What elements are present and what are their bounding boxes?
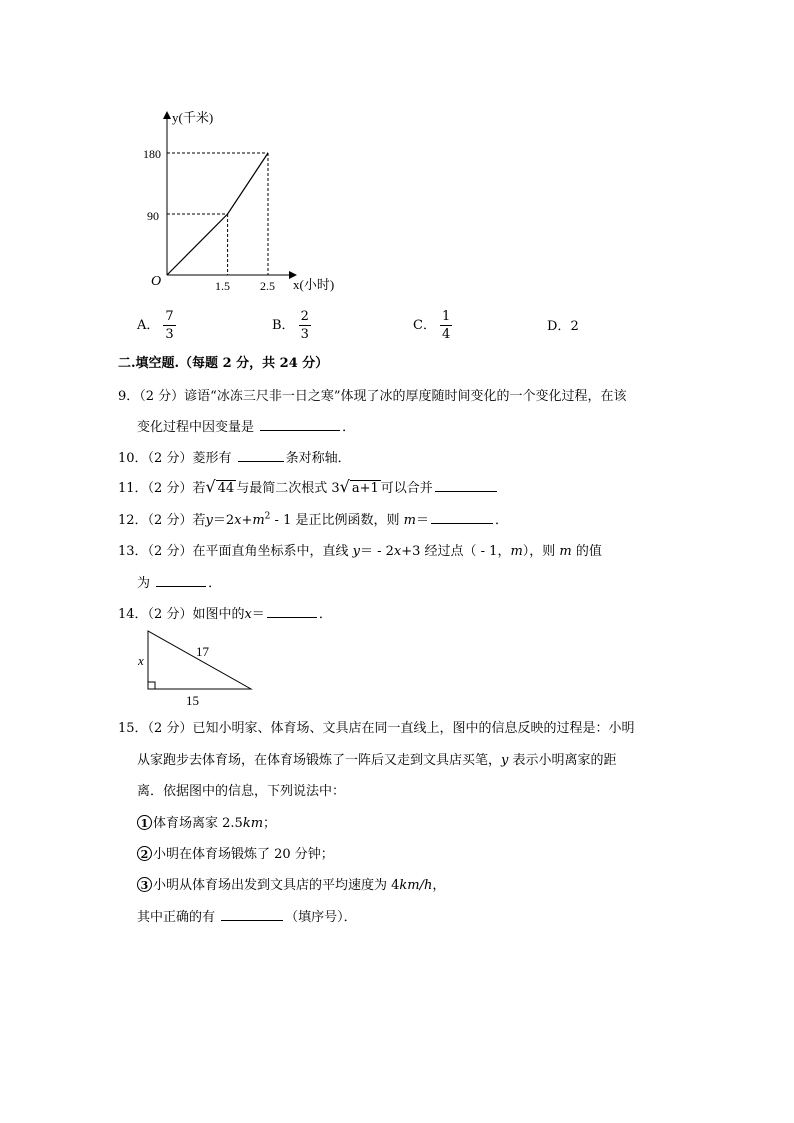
- question-9-line1: 9．（2 分）谚语“冰冻三尺非一日之寒”体现了冰的厚度随时间变化的一个变化过程，在该: [118, 389, 627, 404]
- answer-blank[interactable]: [267, 603, 317, 618]
- radical-sign: √: [339, 477, 350, 496]
- origin-label: O: [151, 274, 162, 289]
- question-9-line2: 变化过程中因变量是 ．: [137, 416, 355, 435]
- question-13-line1: 13．（2 分）在平面直角坐标系中，直线 y＝ - 2x+3 经过点（ - 1，m），则 m 的值: [118, 544, 602, 559]
- option-b: B． $\frac{2}{3}$: [272, 309, 309, 342]
- fraction-2-3: $\frac{2}{3}$: [300, 309, 309, 342]
- question-10: 10．（2 分）菱形有 条对称轴．: [118, 447, 351, 466]
- answer-blank[interactable]: [238, 447, 284, 462]
- fraction-7-3: $\frac{7}{3}$: [165, 309, 174, 342]
- option-c: C． $\frac{1}{4}$: [413, 309, 451, 342]
- section-title: 二.填空题.（每题 2 分，共 24 分）: [118, 356, 329, 371]
- answer-blank[interactable]: [221, 906, 283, 921]
- statement-1: 1 体育场离家 2.5km；: [137, 812, 276, 831]
- circled-number: 3: [137, 877, 152, 892]
- fraction-1-4: $\frac{1}{4}$: [441, 309, 451, 342]
- x-tick-15: 1.5: [215, 279, 230, 293]
- question-15-end: 其中正确的有 （填序号）．: [137, 906, 357, 925]
- option-a: A． $\frac{7}{3}$: [137, 309, 174, 342]
- circled-number: 2: [137, 846, 152, 861]
- distance-time-graph: [140, 105, 340, 295]
- question-15-line2: 从家跑步去体育场，在体育场锻炼了一阵后又走到文具店买笔，y 表示小明离家的距: [137, 753, 617, 768]
- answer-blank[interactable]: [435, 477, 497, 492]
- side-x-label: x: [138, 653, 144, 668]
- statement-3: 3 小明从体育场出发到文具店的平均速度为 4km/h，: [137, 874, 445, 893]
- right-triangle-figure: [135, 625, 265, 710]
- circled-number: 1: [137, 815, 152, 830]
- question-11: 11．（2 分）若√ 44 与最简二次根式 3√ a+1 可以合并: [118, 477, 499, 496]
- question-14: 14．（2 分）如图中的x＝ ．: [118, 603, 332, 622]
- answer-blank[interactable]: [260, 416, 340, 431]
- base-label: 15: [186, 693, 199, 708]
- x-axis-label: x(小时): [293, 277, 335, 292]
- y-tick-90: 90: [147, 209, 159, 223]
- y-axis-label: y(千米): [172, 110, 214, 125]
- question-15-line3: 离．依据图中的信息，下列说法中：: [137, 784, 346, 799]
- answer-blank[interactable]: [431, 509, 493, 524]
- question-12: 12．（2 分）若$y=2x+m^2 - 1$ 是正比例函数，则 m＝ ．: [118, 509, 508, 528]
- option-d: D．2: [547, 319, 579, 334]
- y-tick-180: 180: [143, 147, 161, 161]
- statement-2: 2 小明在体育场锻炼了 20 分钟；: [137, 843, 334, 862]
- question-13-line2: 为 ．: [137, 572, 221, 591]
- triangle-shape: [148, 631, 251, 689]
- radical-sign: √: [205, 477, 216, 496]
- question-15-line1: 15．（2 分）已知小明家、体育场、文具店在同一直线上，图中的信息反映的过程是：小明: [118, 721, 635, 736]
- hypotenuse-label: 17: [196, 644, 209, 659]
- x-tick-25: 2.5: [260, 279, 275, 293]
- right-angle-mark: [148, 682, 155, 689]
- answer-blank[interactable]: [156, 572, 206, 587]
